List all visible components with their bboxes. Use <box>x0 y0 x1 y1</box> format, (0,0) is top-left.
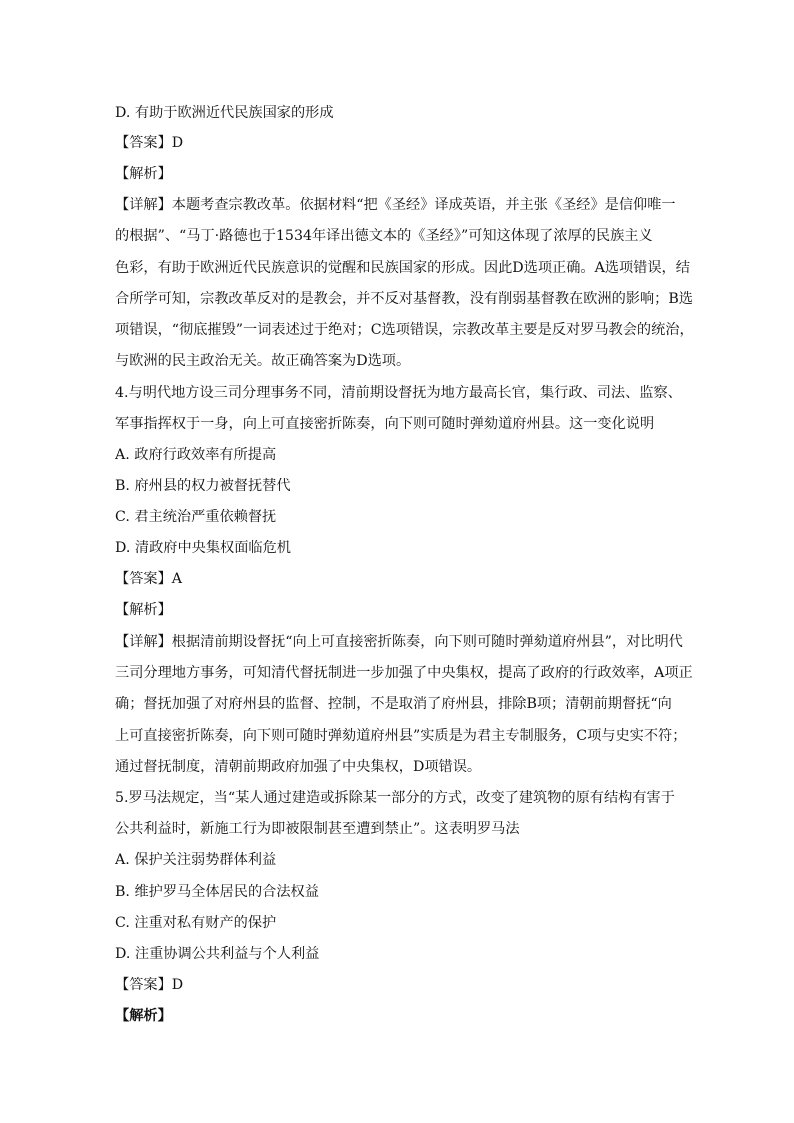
q4-analysis-heading: 【解析】 <box>115 602 172 618</box>
q3-option-d: D. 有助于欧洲近代民族国家的形成 <box>115 105 334 121</box>
q3-detail-line: 色彩，有助于欧洲近代民族意识的觉醒和民族国家的形成。因此D选项正确。A选项错误，结 <box>115 260 690 276</box>
q4-stem-line: 军事指挥权于一身，向上可直接密折陈奏，向下则可随时弹劾道府州县。这一变化说明 <box>115 416 655 432</box>
q4-option-b: B. 府州县的权力被督抚替代 <box>115 478 291 494</box>
q4-detail-line: 通过督抚制度，清朝前期政府加强了中央集权，D项错误。 <box>115 759 482 775</box>
q3-answer: 【答案】D <box>115 135 184 151</box>
q5-option-b: B. 维护罗马全体居民的合法权益 <box>115 884 319 900</box>
q4-answer: 【答案】A <box>115 571 182 587</box>
q3-detail-line: 与欧洲的民主政治无关。故正确答案为D选项。 <box>115 353 411 369</box>
q5-analysis-heading: 【解析】 <box>115 1008 172 1024</box>
q3-detail-line: 的根据”、“马丁·路德也于1534年译出德文本的《圣经》”可知这体现了浓厚的民族主义 <box>115 228 653 244</box>
q4-detail-line: 三司分理地方事务，可知清代督抚制进一步加强了中央集权，提高了政府的行政效率，A项正 <box>115 665 693 681</box>
q5-stem-line: 公共利益时，新施工行为即被限制甚至遭到禁止”。这表明罗马法 <box>115 821 520 837</box>
q5-option-a: A. 保护关注弱势群体利益 <box>115 852 277 868</box>
q4-option-d: D. 清政府中央集权面临危机 <box>115 540 291 556</box>
q4-detail-line: 确；督抚加强了对府州县的监督、控制，不是取消了府州县，排除B项；清朝前期督抚“向 <box>115 696 672 712</box>
q4-option-a: A. 政府行政效率有所提高 <box>115 447 277 463</box>
q3-detail-line: 项错误，“彻底摧毁”一词表述过于绝对；C选项错误，宗教改革主要是反对罗马教会的统治， <box>115 322 694 338</box>
q4-detail-line: 上可直接密折陈奏，向下则可随时弹劾道府州县”实质是为君主专制服务，C项与史实不符； <box>115 728 687 744</box>
q3-analysis-heading: 【解析】 <box>115 166 172 182</box>
q3-detail-line: 【详解】本题考查宗教改革。依据材料“把《圣经》译成英语，并主张《圣经》是信仰唯一 <box>115 197 676 213</box>
q3-detail-line: 合所学可知，宗教改革反对的是教会，并不反对基督教，没有削弱基督教在欧洲的影响；B选 <box>115 291 693 307</box>
q4-stem-line: 4.与明代地方设三司分理事务不同，清前期设督抚为地方最高长官，集行政、司法、监察、 <box>115 385 682 401</box>
q5-option-d: D. 注重协调公共利益与个人利益 <box>115 946 320 962</box>
q5-option-c: C. 注重对私有财产的保护 <box>115 915 277 931</box>
q4-detail-line: 【详解】根据清前期设督抚“向上可直接密折陈奏，向下则可随时弹劾道府州县”，对比明代 <box>115 634 683 650</box>
q5-stem-line: 5.罗马法规定，当“某人通过建造或拆除某一部分的方式，改变了建筑物的原有结构有害于 <box>115 790 675 806</box>
q4-option-c: C. 君主统治严重依赖督抚 <box>115 509 277 525</box>
q5-answer: 【答案】D <box>115 977 184 993</box>
